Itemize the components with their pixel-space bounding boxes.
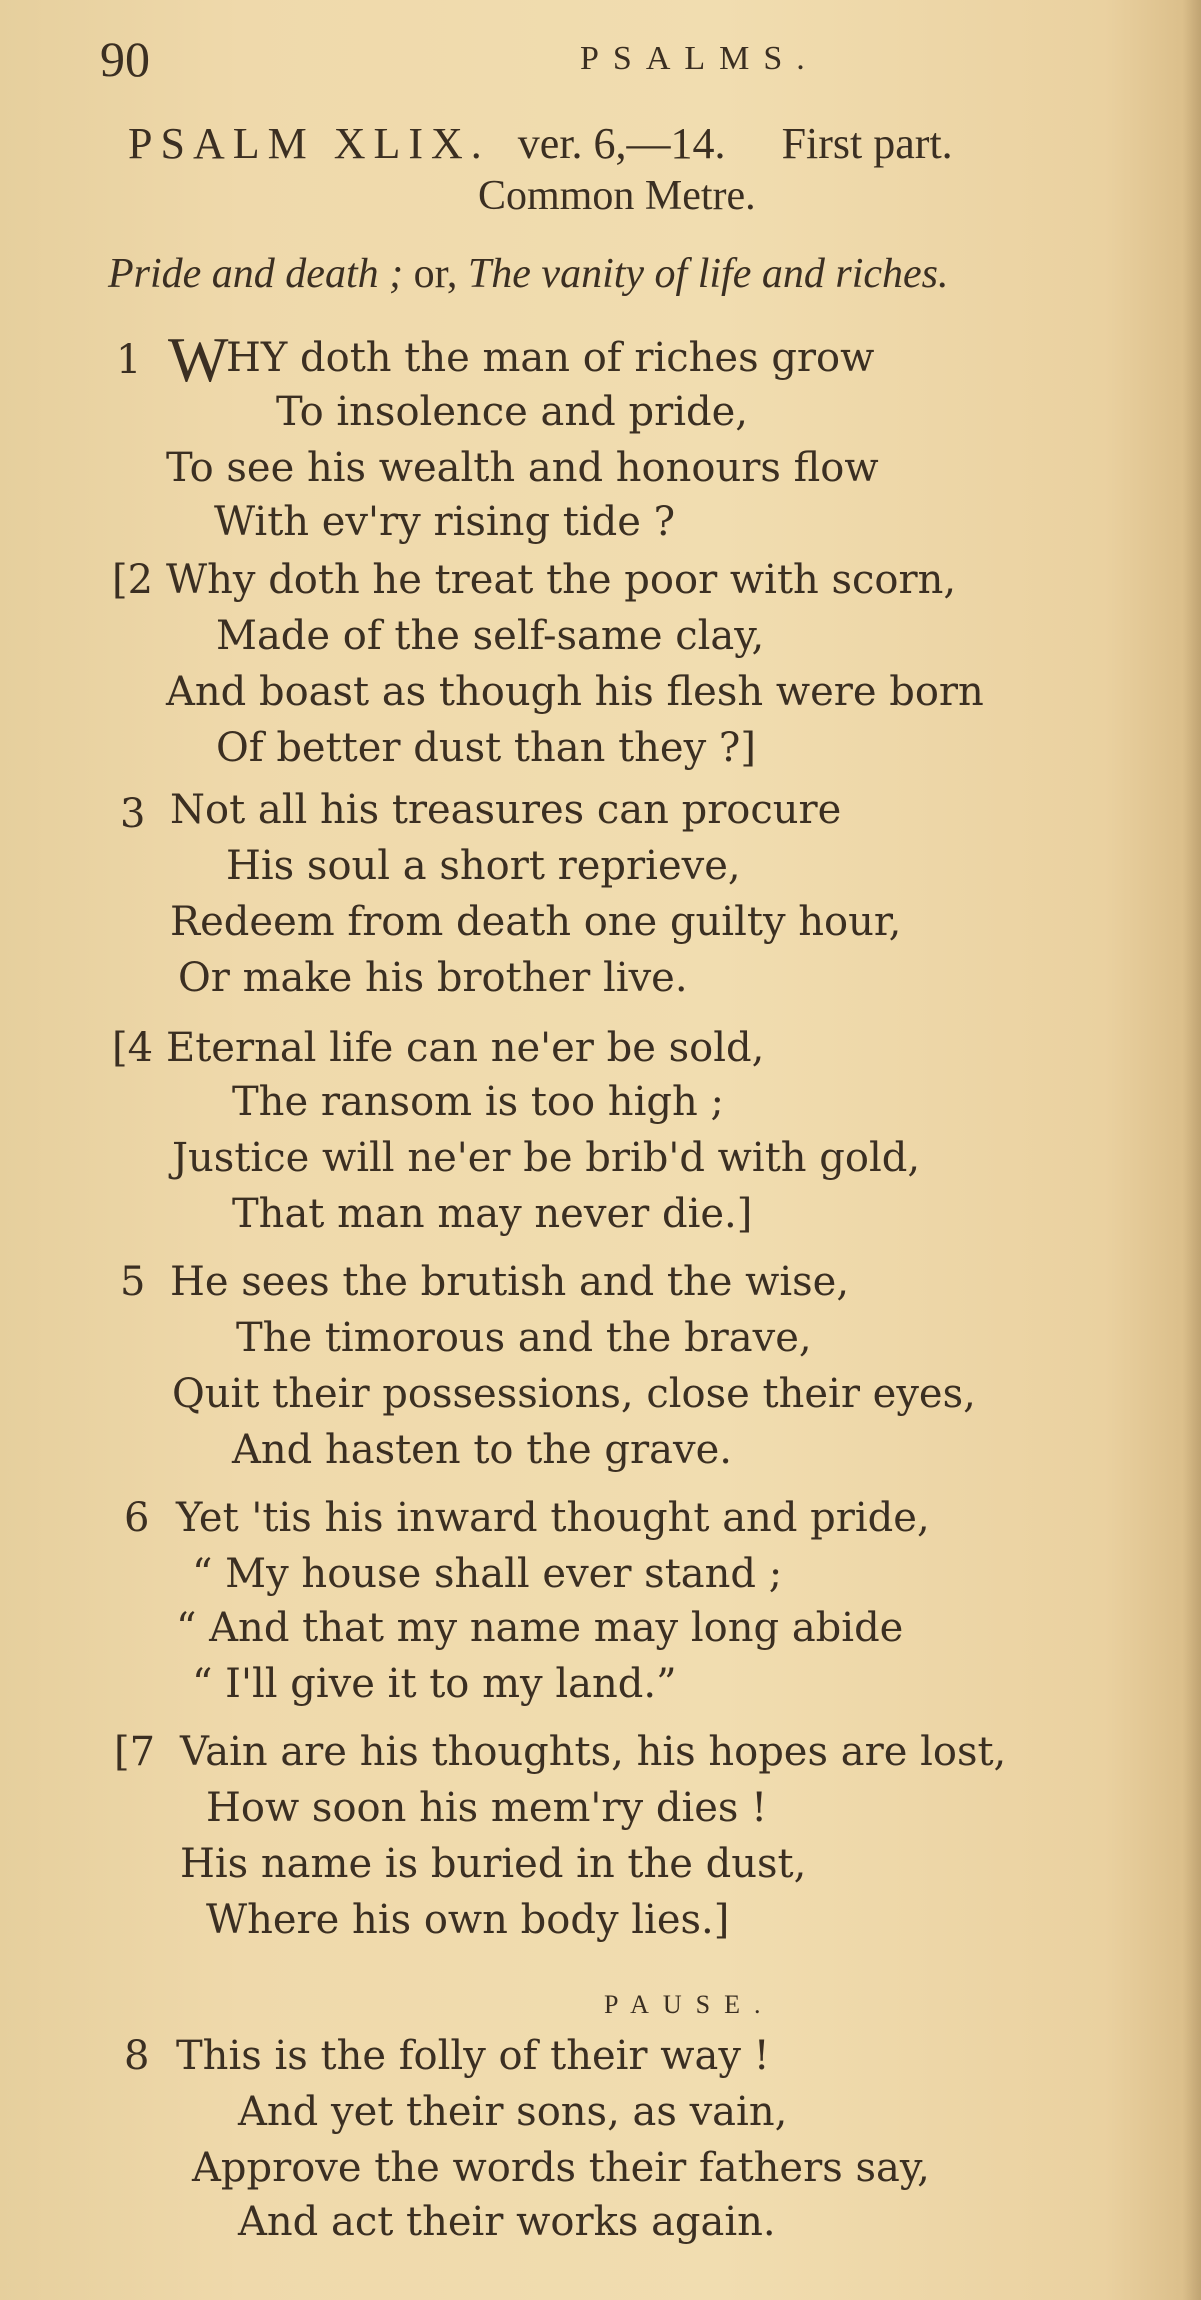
verse-line: Not all his treasures can procure <box>170 787 842 833</box>
verse-number: 8 <box>124 2033 150 2079</box>
page-edge-shadow <box>1183 0 1201 2300</box>
verse-number: 3 <box>120 791 146 837</box>
verse-line: Quit their possessions, close their eyes, <box>172 1371 976 1417</box>
verse-line: And yet their sons, as vain, <box>238 2089 788 2135</box>
verse-line: Or make his brother live. <box>178 955 688 1001</box>
verse-line: Of better dust than they ?] <box>216 725 756 771</box>
verse-line: That man may never die.] <box>232 1191 753 1237</box>
verse-line: To see his wealth and honours flow <box>166 445 879 491</box>
verse-line: The timorous and the brave, <box>236 1315 812 1361</box>
verse-line: “ My house shall ever stand ; <box>192 1551 783 1597</box>
verse-line: His soul a short reprieve, <box>226 843 741 889</box>
verse-line: Where his own body lies.] <box>206 1897 730 1943</box>
verse-line: “ I'll give it to my land.” <box>192 1661 677 1707</box>
verse-line: Why doth he treat the poor with scorn, <box>166 557 957 603</box>
verse-line: Vain are his thoughts, his hopes are lost, <box>180 1729 1007 1775</box>
verse-number: [4 <box>112 1025 154 1071</box>
verse-number: [2 <box>112 557 154 603</box>
page-header <box>100 30 1161 100</box>
verse-line: Justice will ne'er be brib'd with gold, <box>172 1135 921 1181</box>
verse-line: Yet 'tis his inward thought and pride, <box>176 1495 930 1541</box>
verse-line: And hasten to the grave. <box>232 1427 732 1473</box>
part-label: First part. <box>781 119 953 168</box>
drop-cap: W <box>168 324 229 395</box>
verse-line: HY doth the man of riches grow <box>226 335 875 381</box>
verse-line: To insolence and pride, <box>276 389 748 435</box>
verse-line: “ And that my name may long abide <box>176 1605 904 1651</box>
verse-line: The ransom is too high ; <box>232 1079 724 1125</box>
verse-line: Eternal life can ne'er be sold, <box>166 1025 765 1071</box>
verse-line: How soon his mem'ry dies ! <box>206 1785 768 1831</box>
running-head: PSALMS. <box>580 40 819 77</box>
verse-range: ver. 6,—14. <box>517 119 726 168</box>
psalm-title <box>128 118 953 169</box>
verse-number: 1 <box>116 337 142 383</box>
subtitle-or: or, <box>403 251 468 297</box>
verse-number: [7 <box>114 1729 156 1775</box>
verse-line: Made of the self-same clay, <box>216 613 765 659</box>
page-number: 90 <box>100 31 150 87</box>
verse-line: And act their works again. <box>238 2199 776 2245</box>
verse-line: With ev'ry rising tide ? <box>214 499 676 545</box>
verse-line: His name is buried in the dust, <box>180 1841 807 1887</box>
subtitle-second: The vanity of life and riches. <box>467 251 949 297</box>
metre-label: Common Metre. <box>478 173 756 219</box>
verse-line: This is the folly of their way ! <box>176 2033 770 2079</box>
verse-line: And boast as though his flesh were born <box>166 669 984 715</box>
subtitle-first: Pride and death ; <box>108 251 404 297</box>
verse-number: 5 <box>120 1259 146 1305</box>
verse-line: He sees the brutish and the wise, <box>170 1259 850 1305</box>
verse-line: Approve the words their fathers say, <box>192 2145 930 2191</box>
verse-number: 6 <box>124 1495 150 1541</box>
psalm-name: PSALM XLIX. <box>128 119 490 168</box>
verse-line: Redeem from death one guilty hour, <box>170 899 902 945</box>
pause-heading: PAUSE. <box>604 1990 775 2019</box>
psalm-subtitle <box>108 250 949 298</box>
